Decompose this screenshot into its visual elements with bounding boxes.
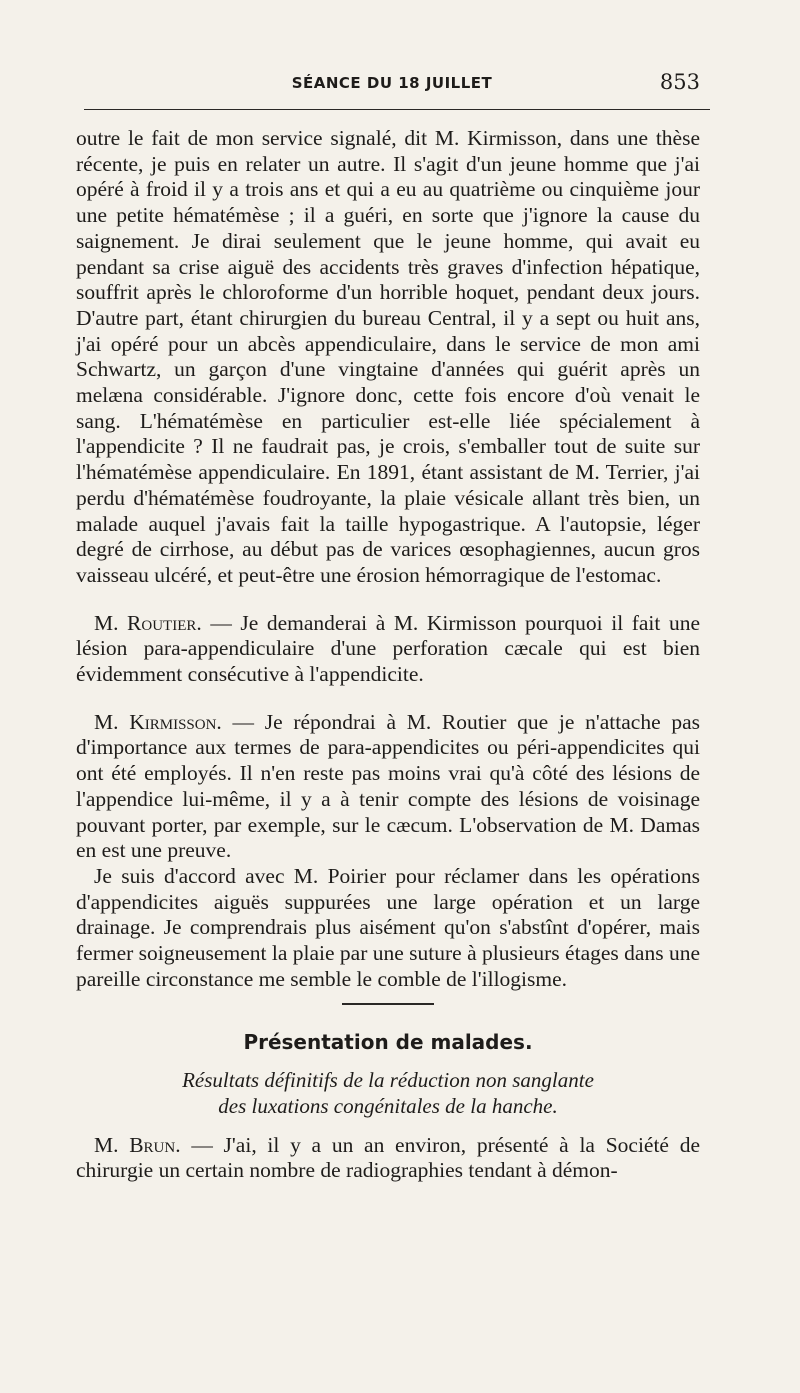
page-number: 853 bbox=[659, 70, 700, 94]
brun-text: — J'ai, il y a un an environ, présenté à la Société de chirurgie un certain nombre de radiographies tendant à démon- bbox=[76, 1132, 700, 1183]
running-title: SÉANCE DU 18 JUILLET bbox=[291, 74, 493, 92]
speaker-brun: M. Brun. bbox=[94, 1132, 181, 1157]
body-text bbox=[76, 126, 700, 1184]
paragraph-kirmisson-2: Je suis d'accord avec M. Poirier pour réclamer dans les opérations d'appendicites aiguës suppurées une large opération et un large drainage. Je comprendrais plus aisément qu'on s'abstînt d'opérer, mais fermer soigneusement la plaie par une suture à plusieurs étages dans une pareille circonstance me semble le comble de l'illogisme. bbox=[76, 863, 700, 991]
section-title: Présentation de malades. bbox=[243, 1029, 533, 1054]
speaker-kirmisson: M. Kirmisson. bbox=[94, 709, 222, 734]
paragraph-kirmisson bbox=[76, 710, 700, 864]
section-subtitle-line2: des luxations congénitales de la hanche. bbox=[218, 1093, 558, 1118]
paragraph-continued: outre le fait de mon service signalé, dit M. Kirmisson, dans une thèse récente, je puis en relater un autre. Il s'agit d'un jeune homme que j'ai opéré à froid il y a trois ans et qui a eu au quatrième ou cinquième jour une petite hématémèse ; il a guéri, en sorte que j'ignore la cause du saignement. Je dirai seulement que le jeune homme, qui avait eu pendant sa crise aiguë des accidents très graves d'infection hépatique, souffrit après le chloroforme d'un horrible hoquet, pendant deux jours. D'autre part, étant chirurgien du bureau Central, il y a sept ou huit ans, j'ai opéré pour un abcès appendiculaire, dans le service de mon ami Schwartz, un garçon d'une vingtaine d'années qui guérit après un melæna considérable. J'ignore donc, cette fois encore d'où venait le sang. L'hématémèse en particulier est-elle liée spécialement à l'appendicite ? Il ne faudrait pas, je crois, s'emballer tout de suite sur l'hématémèse appendiculaire. En 1891, étant assistant de M. Terrier, j'ai perdu d'hématémèse foudroyante, la plaie vésicale allant très bien, un malade auquel j'avais fait la taille hypogastrique. A l'autopsie, léger degré de cirrhose, au début pas de varices œsophagiennes, aucun gros vaisseau ulcéré, et peut-être une érosion hémorragique de l'estomac. bbox=[76, 126, 700, 587]
section-rule bbox=[342, 1003, 434, 1005]
routier-text: — Je demanderai à M. Kirmisson pourquoi il fait une lésion para-appendiculaire d'une perforation cæcale qui est bien évidemment consécutive à l'appendicite. bbox=[76, 610, 700, 687]
running-head bbox=[76, 70, 708, 100]
paragraph-routier bbox=[76, 611, 700, 688]
section-subtitle-line1: Résultats définitifs de la réduction non sanglante bbox=[182, 1067, 594, 1092]
kirmisson-text: — Je répondrai à M. Routier que je n'attache pas d'importance aux termes de para-appendicites ou péri-appendicites qui ont été employés. Il n'en reste pas moins vrai qu'à côté des lésions de l'appendice lui-même, il y a à tenir compte des lésions de voisinage pouvant porter, par exemple, sur le cæcum. L'observation de M. Damas en est une preuve. bbox=[76, 709, 700, 863]
paragraph-brun bbox=[76, 1133, 700, 1184]
speaker-routier: M. Routier. bbox=[94, 610, 202, 635]
header-rule bbox=[84, 109, 710, 110]
